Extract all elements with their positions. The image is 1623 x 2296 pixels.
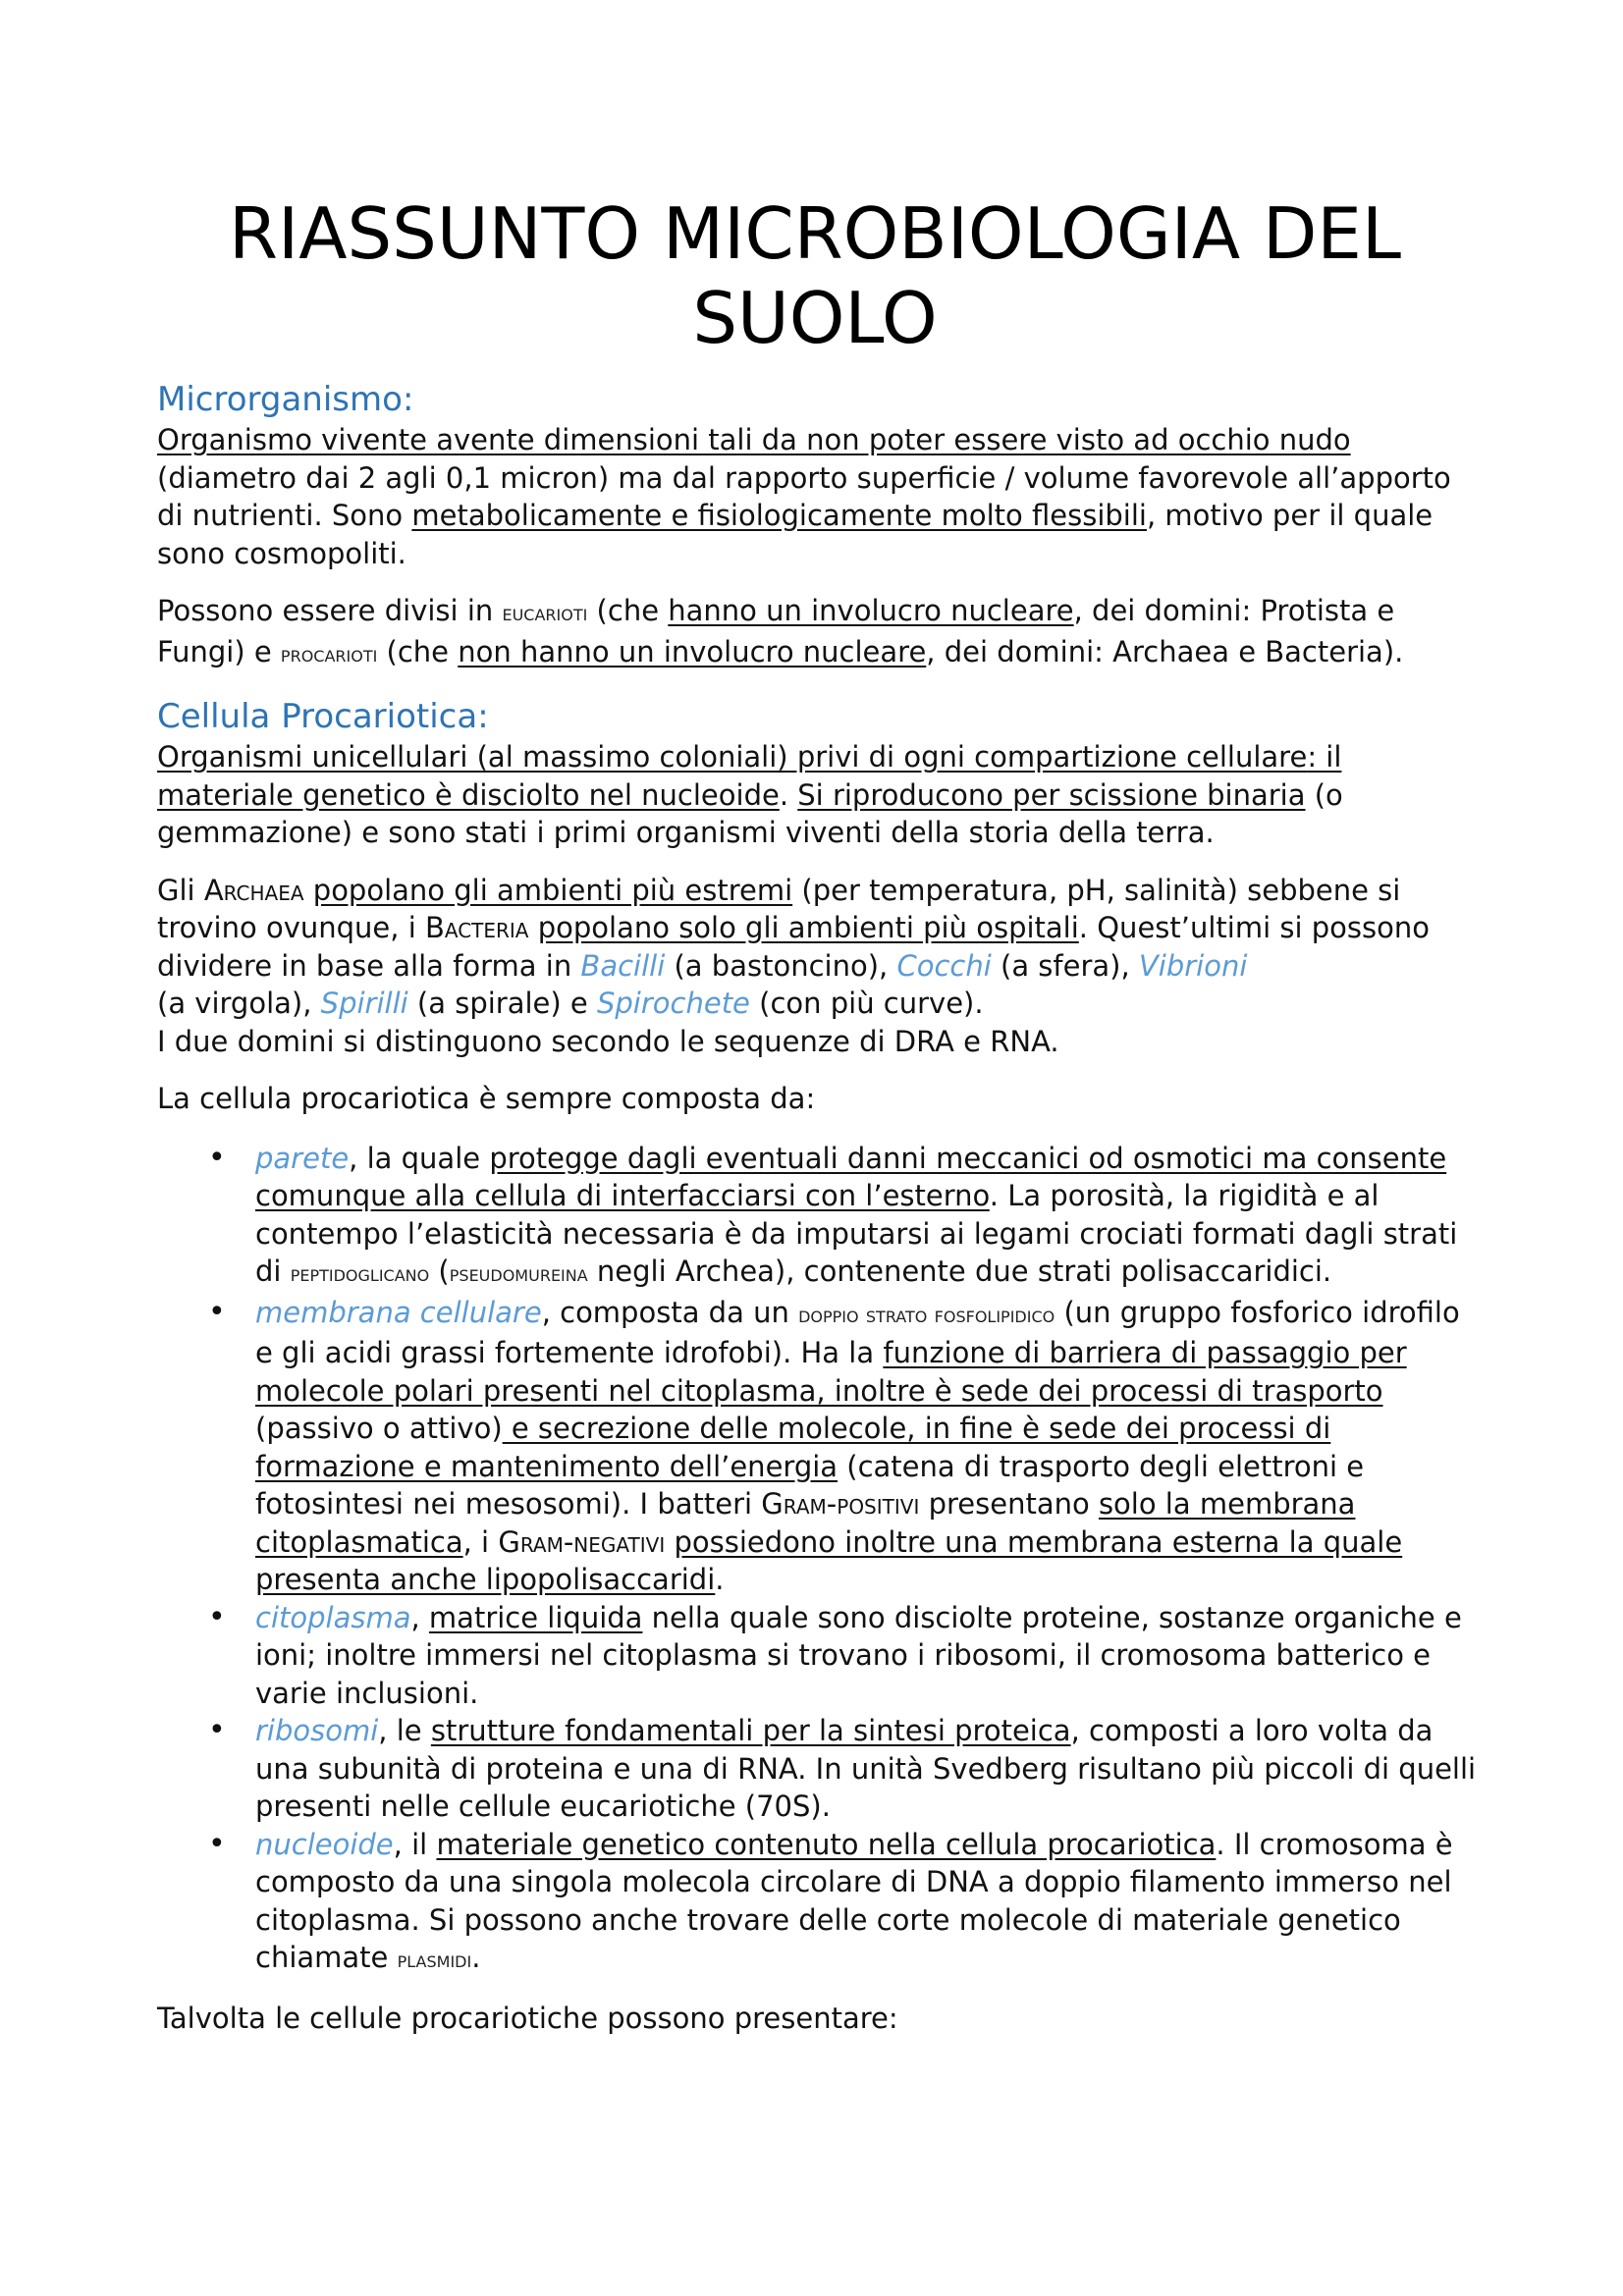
- bullet: •: [208, 1294, 226, 1329]
- text: Gli: [157, 873, 204, 907]
- heading-text: Cellula Procariotica: [157, 697, 478, 736]
- underlined-text: materiale genetico contenuto nella cellula procariotica: [436, 1827, 1217, 1861]
- text: (catena di trasporto degli elettroni e fotosintesi nei mesosomi). I batteri: [255, 1449, 1365, 1521]
- underlined-text: funzione di barriera di passaggio per molecole polari presenti nel citoplasma, inoltre è sede dei processi di trasporto: [255, 1336, 1407, 1408]
- component-list: [157, 1140, 1478, 1980]
- underlined-text: hanno un involucro nucleare: [668, 594, 1074, 627]
- text: .: [715, 1563, 725, 1596]
- italic-term: Cocchi: [896, 948, 992, 983]
- smallcaps-term: procarioti: [280, 641, 378, 667]
- text: , le: [378, 1714, 431, 1747]
- text: (passivo o attivo): [255, 1412, 503, 1445]
- italic-term: Spirochete: [596, 987, 750, 1020]
- italic-term: citoplasma: [255, 1600, 411, 1634]
- text: , composti a loro volta da una subunità di proteina e una di RNA. In unità Svedberg risultano più piccoli di quelli presenti nelle cellule eucariotiche (70S).: [255, 1714, 1477, 1823]
- paragraph-composition-intro: La cellula procariotica è sempre composta da:: [157, 1082, 816, 1115]
- text: ,: [410, 1600, 429, 1634]
- heading-text: Microrganismo: [157, 380, 403, 419]
- list-item-ribosomi: [157, 1712, 1478, 1826]
- smallcaps-term: pseudomureina: [449, 1261, 588, 1287]
- smallcaps-term: Gram-negativi: [498, 1524, 666, 1559]
- document-body: [157, 378, 1478, 2037]
- document-title: RIASSUNTO MICROBIOLOGIA DEL SUOLO: [228, 192, 1402, 359]
- text: (a virgola),: [157, 987, 321, 1020]
- smallcaps-term: eucarioti: [502, 601, 588, 626]
- text: nella quale sono disciolte proteine, sostanze organiche e ioni; inoltre immersi nel citoplasma si trovano i ribosomi, il cromosoma batterico e varie inclusioni.: [255, 1600, 1462, 1710]
- text: (a spirale) e: [407, 987, 597, 1020]
- text: , composta da un: [541, 1295, 799, 1329]
- text: .: [779, 777, 798, 812]
- italic-term: Spirilli: [320, 987, 408, 1020]
- underlined-text: popolano gli ambienti più estremi: [312, 873, 793, 907]
- underlined-text: non hanno un involucro nucleare: [458, 634, 927, 668]
- text: (un gruppo fosforico idrofilo e gli acidi grassi fortemente idrofobi). Ha la: [255, 1295, 1460, 1369]
- text: (a sfera),: [991, 948, 1139, 983]
- italic-term: parete: [255, 1141, 350, 1175]
- heading-cellula-procariotica: [157, 695, 1478, 738]
- bullet: •: [208, 1826, 226, 1861]
- text: , il: [393, 1827, 437, 1861]
- text: Possono essere divisi in: [157, 594, 503, 627]
- list-item-membrana: [157, 1294, 1478, 1599]
- text: I due domini si distinguono secondo le sequenze di DRA e RNA.: [157, 1024, 1059, 1058]
- underlined-text: Si riproducono per scissione binaria: [797, 777, 1306, 812]
- underlined-text: e secrezione delle molecole, in fine è sede dei processi di formazione e mantenimento dell’energia: [255, 1412, 1331, 1483]
- text: (per temperatura, pH, salinità) sebbene si trovino ovunque, i: [157, 873, 1401, 944]
- text: [529, 911, 538, 944]
- underlined-text: Organismo vivente avente dimensioni tali da non poter essere visto ad occhio nudo: [157, 423, 1351, 456]
- text: , dei domini: Archaea e Bacteria).: [926, 634, 1404, 668]
- paragraph-domains: [157, 872, 1478, 1061]
- underlined-text: protegge dagli eventuali danni meccanici od osmotici ma consente comunque alla cellula di interfacciarsi con l’esterno: [255, 1141, 1447, 1212]
- text: (che: [587, 594, 669, 627]
- underlined-text: solo la membrana citoplasmatica: [255, 1487, 1356, 1559]
- text: (diametro dai 2 agli 0,1 micron) ma dal rapporto superficie / volume favorevole all’apporto di nutrienti. Sono: [157, 460, 1451, 532]
- text: [304, 874, 313, 907]
- text: , i: [462, 1524, 499, 1559]
- heading-microrganismo: [157, 378, 1478, 421]
- italic-term: Bacilli: [580, 948, 666, 983]
- text: . Quest’ultimi si possono dividere in base alla forma in: [157, 911, 1430, 983]
- underlined-text: strutture fondamentali per la sintesi proteica: [430, 1714, 1071, 1747]
- smallcaps-term: doppio strato fosfolipidico: [798, 1302, 1055, 1328]
- text: presentano: [919, 1487, 1099, 1521]
- italic-term: Vibrioni: [1138, 948, 1248, 983]
- heading-colon: :: [402, 380, 414, 419]
- paragraph-definition: [157, 421, 1478, 572]
- text: (che: [377, 634, 459, 668]
- paragraph-classification: [157, 592, 1478, 673]
- text: (a bastoncino),: [665, 948, 897, 983]
- list-item-citoplasma: [157, 1599, 1478, 1713]
- smallcaps-term: Archaea: [203, 873, 304, 907]
- text: . Il cromosoma è composto da una singola molecola circolare di DNA a doppio filamento immerso nel citoplasma. Si possono anche trovare delle corte molecole di materiale genetico chiamate: [255, 1827, 1453, 1974]
- underlined-text: Organismi unicellulari (al massimo coloniali) privi di ogni compartizione cellulare: [157, 740, 1308, 774]
- text: , la quale: [349, 1141, 490, 1175]
- bullet: •: [208, 1599, 226, 1634]
- smallcaps-term: plasmidi: [397, 1948, 472, 1973]
- bullet: •: [208, 1140, 226, 1175]
- text: , motivo per il quale sono cosmopoliti.: [157, 499, 1434, 570]
- underlined-text: matrice liquida: [428, 1600, 643, 1634]
- list-item-nucleoide: [157, 1826, 1478, 1980]
- italic-term: nucleoide: [255, 1827, 394, 1861]
- bullet: •: [208, 1713, 226, 1747]
- list-item-parete: [157, 1140, 1478, 1294]
- text: .: [471, 1941, 481, 1974]
- text: (: [429, 1255, 450, 1288]
- text: (con più curve).: [749, 987, 984, 1020]
- paragraph-procarioti-intro: [157, 738, 1478, 852]
- italic-term: ribosomi: [255, 1714, 379, 1747]
- smallcaps-term: Bacteria: [424, 911, 529, 944]
- smallcaps-term: peptidoglicano: [290, 1261, 430, 1287]
- paragraph-optional-structures: Talvolta le cellule procariotiche possono presentare:: [157, 2001, 898, 2035]
- underlined-text: : il materiale genetico è disciolto nel nucleoide: [157, 740, 1342, 812]
- smallcaps-term: Gram-positivi: [761, 1487, 920, 1521]
- text: (o gemmazione) e sono stati i primi organismi viventi della storia della terra.: [157, 777, 1343, 849]
- text: negli Archea), contenente due strati polisaccaridici.: [587, 1255, 1332, 1288]
- text: , dei domini: Protista e Fungi) e: [157, 594, 1395, 668]
- italic-term: membrana cellulare: [255, 1295, 542, 1329]
- underlined-text: popolano solo gli ambienti più ospitali: [537, 911, 1079, 944]
- underlined-text: metabolicamente e fisiologicamente molto flessibili: [411, 499, 1147, 532]
- text: . La porosità, la rigidità e al contempo l’elasticità necessaria è da imputarsi ai legami crociati formati dagli strati di: [255, 1179, 1458, 1288]
- underlined-text: possiedono inoltre una membrana esterna la quale presenta anche lipopolisaccaridi: [255, 1524, 1403, 1596]
- heading-colon: :: [477, 697, 489, 736]
